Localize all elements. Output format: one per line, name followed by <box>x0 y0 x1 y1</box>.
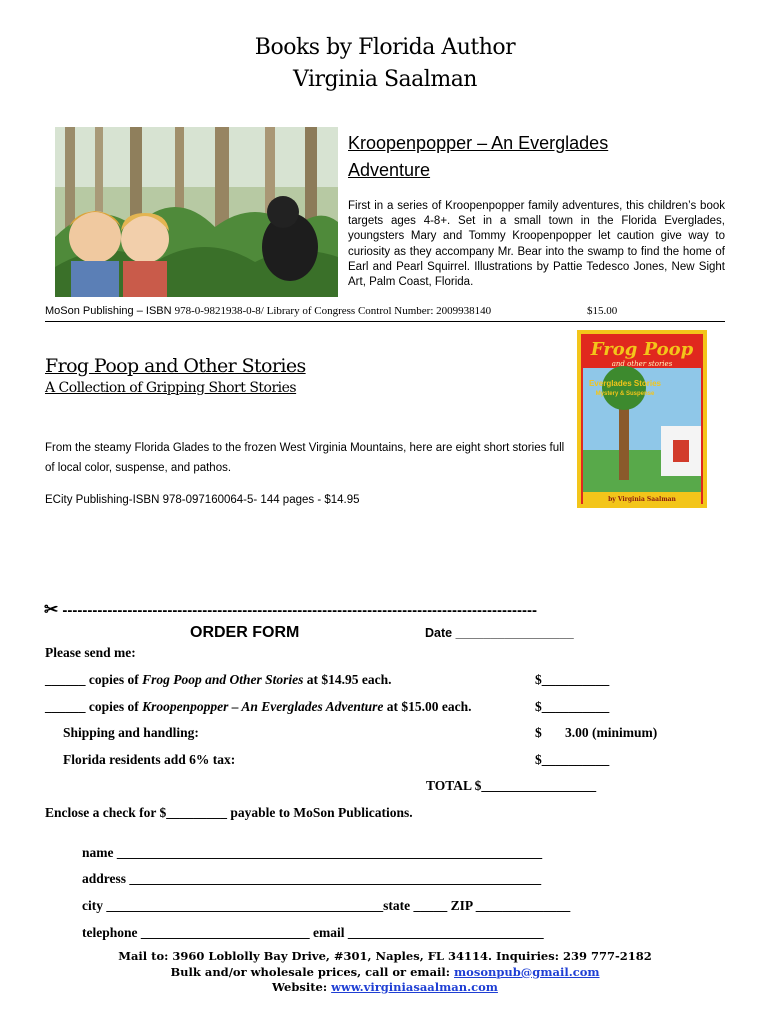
frog-poop-cover-subtitle: and other stories <box>611 360 673 368</box>
page-title-line2: Virginia Saalman <box>293 67 477 92</box>
order-line-frog-poop-amount[interactable]: $__________ <box>535 672 610 687</box>
kroopenpopper-isbn: 978-0-9821938-0-8/ Library of Congress Control Number: 2009938140 <box>174 305 492 317</box>
cut-dashes: ----------------------------------------------------------------------------------------------- <box>62 602 537 619</box>
frog-poop-cover-banner: Everglades Stories <box>588 379 662 388</box>
frog-poop-cover-image <box>577 330 707 508</box>
order-line-kroopenpopper-amount[interactable]: $__________ <box>535 699 610 714</box>
website-label: Website: <box>272 980 332 994</box>
mailing-address: Mail to: 3960 Loblolly Bay Drive, #301, Naples, FL 34114. Inquiries: 239 777-2182 <box>118 949 652 963</box>
kroopenpopper-title-line1[interactable]: Kroopenpopper – An Everglades <box>348 133 609 153</box>
website-link[interactable]: www.virginiasaalman.com <box>331 980 498 994</box>
telephone-email-field[interactable]: telephone _________________________ email _____________________________ <box>82 925 544 940</box>
footer <box>0 949 770 996</box>
scissors-icon: ✂ <box>44 600 59 619</box>
website-line <box>0 980 770 996</box>
tax-label: Florida residents add 6% tax: <box>63 752 236 767</box>
please-send-label: Please send me: <box>45 645 136 660</box>
order-line-kroopenpopper[interactable] <box>45 699 472 715</box>
kroopenpopper-description: First in a series of Kroopenpopper family adventures, this children’s book targets ages 4-8+. Set in a small town in the Florida Everglades, youngsters Mary and Tommy Kroopenpopper let caution give way to curiosity as they accompany Mr. Bear into the swamp to find the home of Earl and Pearl Squirrel. Illustrations by Pattie Tedesco Jones, New Sight Art, Palm Coast, Florida. <box>348 200 725 289</box>
order-form-title: ORDER FORM <box>190 624 300 641</box>
page-title-line1: Books by Florida Author <box>254 35 516 60</box>
city-state-zip-field[interactable]: city _________________________________________state _____ ZIP ______________ <box>82 898 571 913</box>
kroopenpopper-publisher: MoSon Publishing – ISBN <box>45 305 175 317</box>
frog-poop-cover-author: by Virginia Saalman <box>608 496 676 503</box>
page-title <box>0 32 770 96</box>
name-field[interactable]: name _______________________________________________________________ <box>82 845 543 860</box>
kroopenpopper-price: $15.00 <box>587 305 618 317</box>
frog-poop-subtitle[interactable]: A Collection of Gripping Short Stories <box>45 380 297 396</box>
total-field[interactable]: TOTAL $_________________ <box>426 778 597 793</box>
kroopenpopper-cover-image <box>55 127 338 297</box>
frog-poop-cover-banner2: Mystery & Suspense <box>595 391 655 397</box>
shipping-dollar: $ <box>535 725 542 740</box>
kroopenpopper-title-line2[interactable]: Adventure <box>348 160 431 180</box>
kroopenpopper-title[interactable] <box>348 130 608 184</box>
order-line-kroopenpopper-post: at $15.00 each. <box>383 699 472 714</box>
order-line-frog-poop-post: at $14.95 each. <box>303 672 392 687</box>
bulk-text: Bulk and/or wholesale prices, call or email: <box>170 964 455 979</box>
frog-poop-title[interactable]: Frog Poop and Other Stories <box>45 355 306 377</box>
frog-poop-publication-line: ECity Publishing-ISBN 978-097160064-5- 144 pages - $14.95 <box>45 494 360 506</box>
order-line-kroopenpopper-title: Kroopenpopper – An Everglades Adventure <box>142 699 384 714</box>
order-line-kroopenpopper-pre: ______ copies of <box>45 699 143 714</box>
shipping-amount: 3.00 (minimum) <box>565 725 658 740</box>
bulk-line <box>0 965 770 981</box>
order-line-frog-poop-title: Frog Poop and Other Stories <box>142 672 304 687</box>
order-date-field[interactable]: Date _________________ <box>425 626 574 640</box>
order-line-frog-poop-pre: ______ copies of <box>45 672 143 687</box>
enclose-check-line[interactable]: Enclose a check for $_________ payable to MoSon Publications. <box>45 805 413 820</box>
frog-poop-description: From the steamy Florida Glades to the frozen West Virginia Mountains, here are eight short stories full of local color, suspense, and pathos. <box>45 442 565 474</box>
address-field[interactable]: address _____________________________________________________________ <box>82 871 542 886</box>
frog-poop-cover-title: Frog Poop <box>590 339 694 360</box>
cut-line <box>44 600 704 620</box>
shipping-label: Shipping and handling: <box>63 725 199 740</box>
tax-amount[interactable]: $__________ <box>535 752 610 767</box>
email-link[interactable]: mosonpub@gmail.com <box>454 964 600 979</box>
kroopenpopper-publication-line <box>45 305 725 322</box>
order-line-frog-poop[interactable] <box>45 672 392 688</box>
